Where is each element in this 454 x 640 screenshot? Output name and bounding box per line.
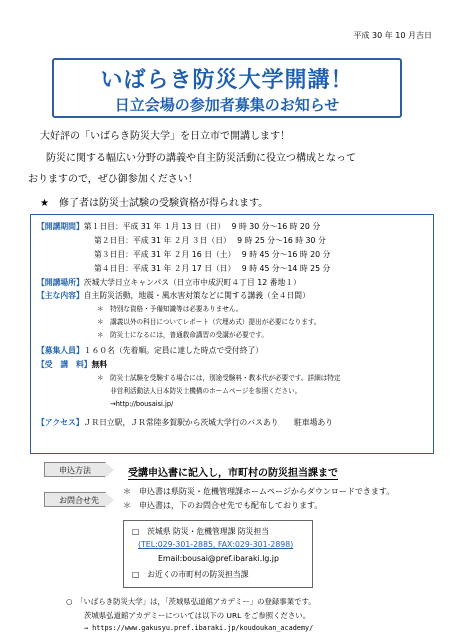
intro-line-3: おりますので，ぜひ御参加ください！ — [28, 174, 198, 185]
intro-line-2: 防災に関する幅広い分野の講義や自主防災活動に役立つ構成となって — [46, 153, 356, 164]
info-box — [30, 214, 434, 454]
contact-tag: お問合せ先 — [44, 492, 106, 507]
access-row — [37, 417, 333, 428]
title-box — [52, 58, 402, 118]
bousaisi-link[interactable]: →http://bousaisi.jp/ — [97, 400, 174, 408]
apply-title: 受講申込書に記入し，市町村の防災担当課まで — [128, 468, 338, 479]
period-row — [37, 221, 320, 232]
content-label: 【主な内容】 — [37, 291, 84, 300]
apply-note-1: ＊ 申込書は県防災・危機管理課ホームページからダウンロードできます。 — [123, 487, 395, 496]
footer-line-2: 茨城県弘道館アカデミーについては以下の URL をご参照ください。 — [84, 611, 311, 620]
capacity-label: 【募集人員】 — [37, 346, 84, 355]
fee-note-2: 非営利活動法人日本防災士機構のホームページを参照ください。 — [97, 387, 302, 395]
intro-line-1: 大好評の「いばらき防災大学」を日立市で開講します！ — [40, 131, 290, 142]
period-label: 【開講期間】 — [37, 222, 84, 231]
access-label: 【アクセス】 — [37, 418, 84, 427]
day-3: 第３日目：平成 31 年 ２月 16 日（土） 9 時 45 分～16 時 20 分 — [94, 250, 331, 259]
apply-underline — [128, 479, 338, 480]
academy-link[interactable]: → https://www.gakusyu.pref.ibaraki.jp/koudoukan_academy/ — [84, 624, 314, 632]
contact-email[interactable]: Email:bousai@pref.ibaraki.lg.jp — [158, 554, 279, 563]
fee-label: 【受 講 料】 — [37, 360, 92, 369]
venue-row — [37, 277, 301, 288]
content-value: 自主防災活動，地震・風水害対策などに関する講義（全４日間） — [83, 291, 310, 300]
contact-box — [123, 520, 313, 588]
fee-note-1: ＊ 防災士試験を受験する場合には，別途受験料・教本代が必要です。詳細は特定 — [97, 374, 341, 382]
capacity-value: １６０名（先着順。定員に達した時点で受付終了） — [83, 346, 264, 355]
content-note-3: ＊ 防災士になるには，普通救命講習の受講が必要です。 — [97, 331, 268, 339]
page-subtitle: 日立会場の参加者募集のお知らせ — [114, 96, 340, 114]
page-title: いばらき防災大学開講！ — [100, 68, 354, 93]
content-note-2: ＊ 講義以外の科目についてレポート（穴埋め式）提出が必要になります。 — [97, 318, 321, 326]
fee-value: 無料 — [91, 360, 108, 369]
footer-line-1: ○ 「いばらき防災大学」は，「茨城県弘道館アカデミー」の登録事業です。 — [66, 597, 316, 606]
venue-value: 茨城大学日立キャンパス（日立市中成沢町４丁目 12 番地１） — [83, 278, 301, 287]
day-4: 第４日目：平成 31 年 ２月 17 日（日） 9 時 45 分～14 時 25 分 — [94, 264, 331, 273]
contact-local: □ お近くの市町村の防災担当課 — [132, 570, 249, 579]
access-value: ＪＲ日立駅，ＪＲ常陸多賀駅から茨城大学行のバスあり 駐車場あり — [83, 418, 334, 427]
fee-row — [37, 359, 107, 370]
day-2: 第２日目：平成 31 年 ２月 ３日（日） 9 時 25 分～16 時 30 分 — [94, 236, 326, 245]
content-row — [37, 290, 310, 301]
day-1: 第１日目：平成 31 年 １月 13 日（日） 9 時 30 分～16 時 20 分 — [83, 222, 321, 231]
capacity-row — [37, 345, 263, 356]
contact-phone[interactable]: (TEL:029-301-2885, FAX:029-301-2898) — [138, 540, 294, 549]
apply-note-2: ＊ 申込書は，下のお問合せ先でも配布しております。 — [123, 501, 323, 510]
content-note-1: ＊ 特別な資格・予備知識等は必要ありません。 — [97, 305, 243, 313]
contact-org: □ 茨城県 防災・危機管理課 防災担当 — [132, 527, 270, 536]
venue-label: 【開講場所】 — [37, 278, 84, 287]
intro-qualification: ★ 修了者は防災士試験の受験資格が得られます。 — [40, 198, 269, 209]
apply-method-tag: 申込方法 — [44, 462, 106, 477]
issue-date: 平成 30 年 10 月吉日 — [353, 31, 432, 40]
